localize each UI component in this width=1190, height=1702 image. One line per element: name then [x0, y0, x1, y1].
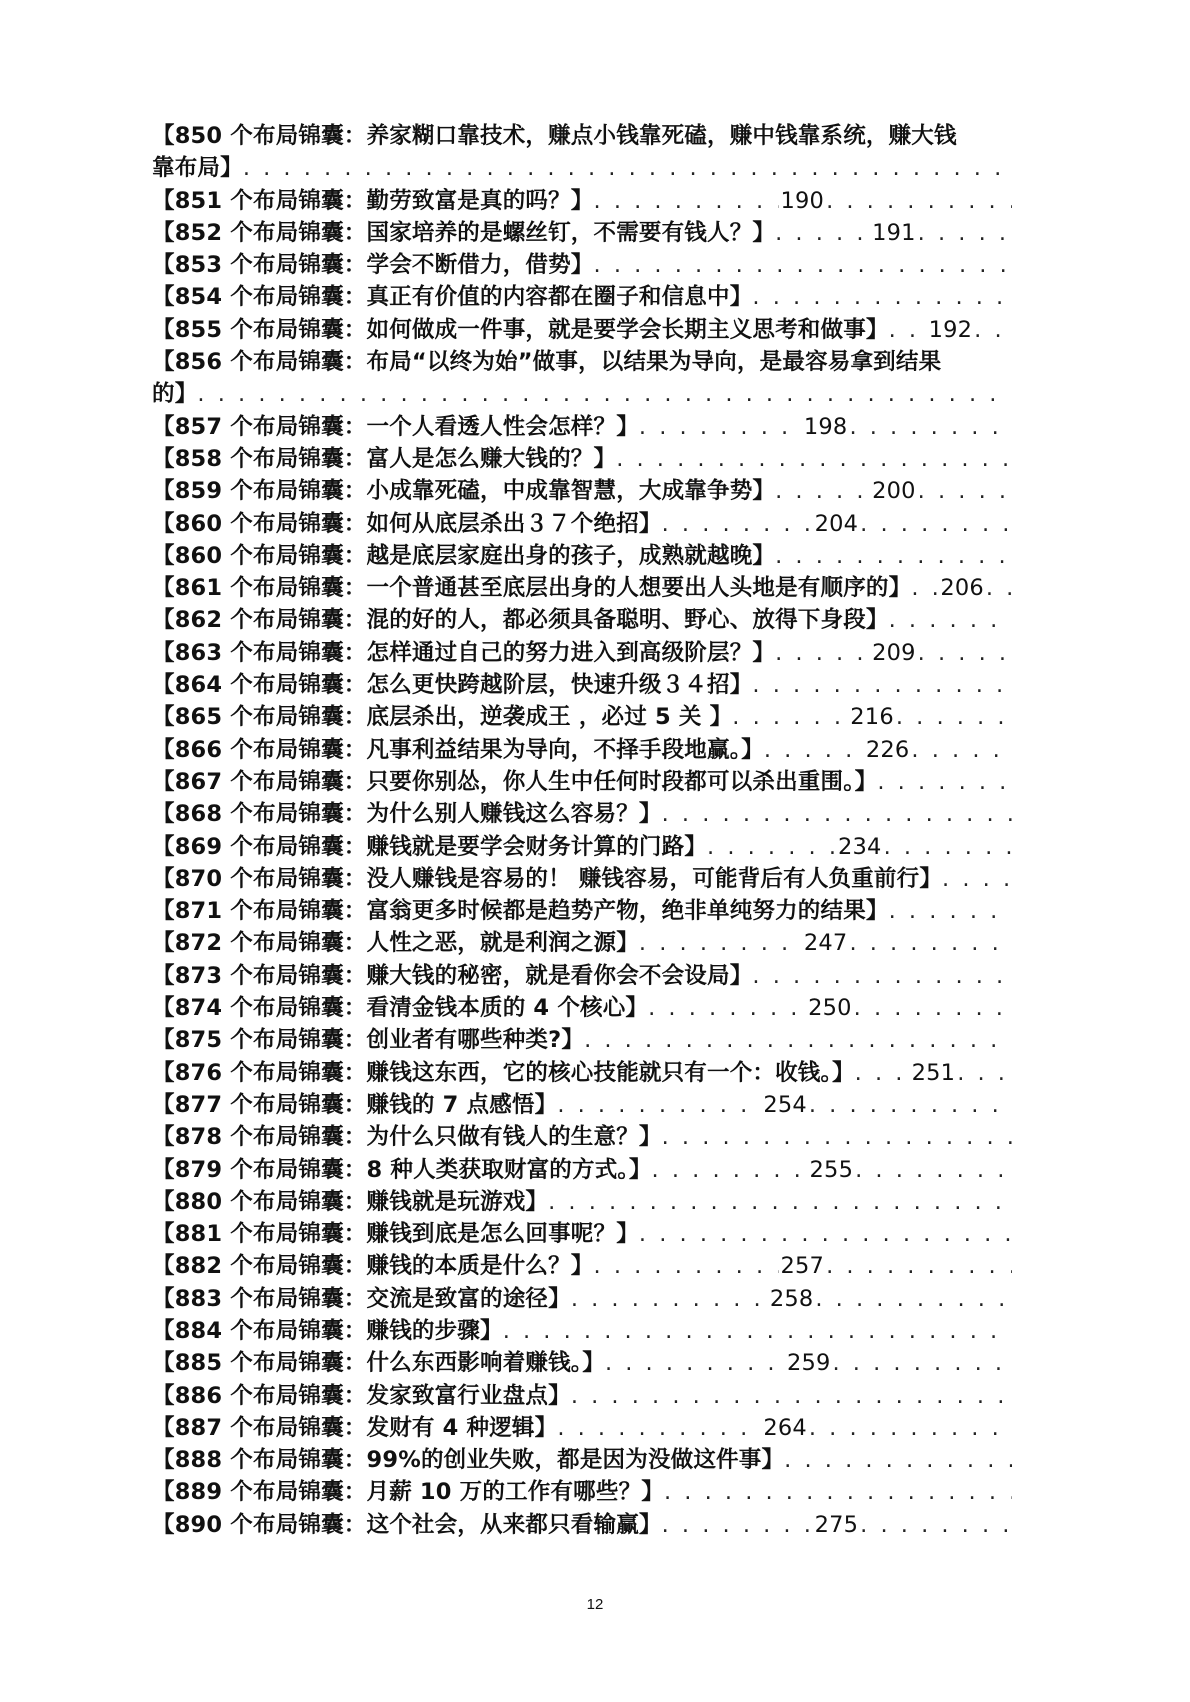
dot-leader [732, 701, 848, 733]
dot-leader [662, 508, 813, 540]
toc-entry[interactable] [152, 540, 1012, 572]
toc-entry-title: 【888 个布局锦囊：99%的创业失败，都是因为没做这件事】 [152, 1447, 785, 1474]
toc-entry[interactable] [152, 831, 1012, 863]
toc-entry-title: 【873 个布局锦囊：赚大钱的秘密，就是看你会不会设局】 [152, 962, 753, 989]
dot-leader [594, 249, 1012, 281]
toc-entry[interactable] [152, 1089, 1012, 1121]
toc-page-number: 200 [872, 478, 916, 505]
toc-entry-line [152, 992, 1012, 1024]
dot-leader [752, 281, 1012, 313]
toc-entry[interactable] [152, 701, 1012, 733]
dot-leader [860, 508, 1012, 540]
toc-page-number: 216 [850, 704, 894, 731]
toc-entry-line [152, 540, 1012, 572]
dot-leader [571, 1380, 1012, 1412]
toc-entry-line [152, 798, 1012, 830]
toc-entry-title: 【883 个布局锦囊：交流是致富的途径】 [152, 1285, 571, 1312]
dot-leader [752, 960, 1012, 992]
dot-leader [648, 992, 806, 1024]
toc-entry-title: 【875 个布局锦囊：创业者有哪些种类?】 [152, 1027, 585, 1054]
toc-entry-line [152, 927, 1012, 959]
toc-entry-line [152, 766, 1012, 798]
toc-entry-title: 【871 个布局锦囊：富翁更多时候都是趋势产物，绝非单纯努力的结果】 [152, 898, 889, 925]
toc-entry-line [152, 1412, 1012, 1444]
dot-leader [775, 540, 1012, 572]
toc-entry-title: 【867 个布局锦囊：只要你别怂，你人生中任何时段都可以杀出重围。】 [152, 768, 878, 795]
toc-page-number: 275 [814, 1511, 859, 1538]
toc-entry[interactable] [152, 411, 1012, 443]
toc-entry[interactable] [152, 734, 1012, 766]
dot-leader [503, 1315, 1012, 1347]
toc-entry[interactable] [152, 1154, 1012, 1186]
toc-entry[interactable] [152, 1509, 1012, 1541]
dot-leader [548, 1186, 1012, 1218]
dot-leader [855, 1057, 910, 1089]
toc-entry[interactable] [152, 669, 1012, 701]
toc-page-number: 258 [769, 1285, 814, 1312]
dot-leader [860, 1509, 1012, 1541]
dot-leader [854, 992, 1012, 1024]
toc-entry-line [152, 1347, 1012, 1379]
toc-entry-title: 【868 个布局锦囊：为什么别人赚钱这么容易？】 [152, 801, 662, 828]
toc-entry-line [152, 572, 1012, 604]
dot-leader [775, 637, 870, 669]
toc-entry[interactable] [152, 604, 1012, 636]
toc-entry-line [152, 152, 1012, 184]
toc-page-number: 191 [872, 219, 916, 246]
dot-leader [557, 1089, 761, 1121]
dot-leader [707, 831, 836, 863]
dot-leader [849, 927, 1012, 959]
toc-entry[interactable] [152, 798, 1012, 830]
toc-entry-title: 【862 个布局锦囊：混的好的人，都必须具备聪明、野心、放得下身段】 [152, 607, 889, 634]
toc-entry-line [152, 411, 1012, 443]
dot-leader [855, 1154, 1012, 1186]
toc-entry-title: 【889 个布局锦囊：月薪 10 万的工作有哪些？】 [152, 1479, 664, 1506]
dot-leader [911, 734, 1012, 766]
toc-page-number: 192 [928, 316, 973, 343]
toc-entry-title: 【854 个布局锦囊：真正有价值的内容都在圈子和信息中】 [152, 284, 753, 311]
toc-entry-line [152, 863, 1012, 895]
dot-leader [849, 411, 1012, 443]
toc-entry-line [152, 831, 1012, 863]
toc-entry-line [152, 1380, 1012, 1412]
toc-entry-title: 【870 个布局锦囊：没人赚钱是容易的！ 赚钱容易，可能背后有人负重前行】 [152, 865, 943, 892]
toc-entry-line [152, 1509, 1012, 1541]
dot-leader [652, 1154, 808, 1186]
toc-page-number: 204 [814, 510, 859, 537]
dot-leader [197, 378, 1012, 410]
toc-entry[interactable] [152, 1250, 1012, 1282]
dot-leader [815, 1283, 1012, 1315]
toc-entry-title: 【859 个布局锦囊：小成靠死磕，中成靠智慧，大成靠争势】 [152, 478, 776, 505]
toc-entry-line [152, 637, 1012, 669]
toc-entry-title: 【886 个布局锦囊：发家致富行业盘点】 [152, 1382, 571, 1409]
toc-entry-title: 【878 个布局锦囊：为什么只做有钱人的生意？】 [152, 1124, 662, 1151]
toc-page-number: 257 [780, 1253, 825, 1280]
dot-leader [243, 152, 1012, 184]
table-of-contents [152, 120, 1012, 1541]
toc-page-number: 226 [865, 736, 910, 763]
toc-entry-title: 【860 个布局锦囊：越是底层家庭出身的孩子，成熟就越晚】 [152, 542, 776, 569]
dot-leader [889, 604, 1012, 636]
toc-entry-title: 【865 个布局锦囊：底层杀出，逆袭成王 ，必过 5 关 】 [152, 704, 733, 731]
dot-leader [918, 637, 1012, 669]
toc-entry[interactable] [152, 346, 1012, 411]
toc-entry[interactable] [152, 766, 1012, 798]
toc-entry-line [152, 1089, 1012, 1121]
toc-page-number: 254 [763, 1091, 807, 1118]
toc-entry-line [152, 1186, 1012, 1218]
toc-entry[interactable] [152, 249, 1012, 281]
dot-leader [639, 1218, 1012, 1250]
dot-leader [809, 1412, 1012, 1444]
toc-entry[interactable] [152, 281, 1012, 313]
dot-leader [986, 572, 1012, 604]
toc-entry-title: 【876 个布局锦囊：赚钱这东西，它的核心技能就只有一个：收钱。】 [152, 1059, 855, 1086]
dot-leader [557, 1412, 761, 1444]
toc-entry-title: 靠布局】 [152, 155, 243, 182]
toc-entry-line [152, 1121, 1012, 1153]
toc-entry[interactable] [152, 1315, 1012, 1347]
toc-entry-title: 【874 个布局锦囊：看清金钱本质的 4 个核心】 [152, 995, 649, 1022]
toc-entry-title: 【879 个布局锦囊：8 种人类获取财富的方式。】 [152, 1156, 652, 1183]
toc-entry[interactable] [152, 1347, 1012, 1379]
toc-entry-title: 【858 个布局锦囊：富人是怎么赚大钱的？】 [152, 445, 617, 472]
toc-entry-line [152, 249, 1012, 281]
toc-entry-title: 【855 个布局锦囊：如何做成一件事，就是要学会长期主义思考和做事】 [152, 316, 889, 343]
toc-entry-line [152, 508, 1012, 540]
toc-entry-line [152, 960, 1012, 992]
toc-entry-title: 【880 个布局锦囊：赚钱就是玩游戏】 [152, 1188, 549, 1215]
toc-entry[interactable] [152, 572, 1012, 604]
toc-page-number: 264 [763, 1414, 807, 1441]
toc-entry-line [152, 1315, 1012, 1347]
toc-entry[interactable] [152, 960, 1012, 992]
page-number: 12 [586, 1596, 604, 1613]
dot-leader [662, 798, 1012, 830]
dot-leader [664, 1476, 1012, 1508]
toc-entry-line [152, 443, 1012, 475]
toc-entry-line [152, 314, 1012, 346]
toc-entry[interactable] [152, 1283, 1012, 1315]
toc-entry-title: 【860 个布局锦囊：如何从底层杀出３７个绝招】 [152, 510, 662, 537]
toc-entry[interactable] [152, 1057, 1012, 1089]
dot-leader [662, 1509, 813, 1541]
toc-entry-line [152, 604, 1012, 636]
dot-leader [889, 314, 927, 346]
toc-entry-title: 【884 个布局锦囊：赚钱的步骤】 [152, 1317, 503, 1344]
toc-entry-line [152, 1057, 1012, 1089]
dot-leader [752, 669, 1012, 701]
dot-leader [639, 411, 802, 443]
toc-entry[interactable] [152, 120, 1012, 185]
toc-entry[interactable] [152, 1476, 1012, 1508]
toc-entry[interactable] [152, 1380, 1012, 1412]
toc-page-number: 209 [872, 639, 916, 666]
toc-entry-line [152, 701, 1012, 733]
dot-leader [896, 701, 1012, 733]
dot-leader [584, 1024, 1012, 1056]
dot-leader [889, 895, 1012, 927]
toc-entry-line [152, 1444, 1012, 1476]
toc-entry-title: 【887 个布局锦囊：发财有 4 种逻辑】 [152, 1414, 558, 1441]
dot-leader [826, 185, 1012, 217]
dot-leader [571, 1283, 768, 1315]
toc-entry-line [152, 1283, 1012, 1315]
toc-entry-title: 【872 个布局锦囊：人性之恶，就是利润之源】 [152, 930, 639, 957]
toc-entry[interactable] [152, 1024, 1012, 1056]
toc-entry-line [152, 1476, 1012, 1508]
toc-entry[interactable] [152, 217, 1012, 249]
toc-entry-title: 【864 个布局锦囊：怎么更快跨越阶层，快速升级３４招】 [152, 672, 753, 699]
toc-entry-line [152, 1024, 1012, 1056]
dot-leader [594, 1250, 779, 1282]
dot-leader [662, 1121, 1012, 1153]
toc-entry[interactable] [152, 443, 1012, 475]
toc-entry-line [152, 895, 1012, 927]
toc-entry-title: 【861 个布局锦囊：一个普通甚至底层出身的人想要出人头地是有顺序的】 [152, 575, 912, 602]
dot-leader [775, 475, 870, 507]
toc-entry-line [152, 217, 1012, 249]
toc-entry-line [152, 120, 1012, 152]
toc-entry-line [152, 734, 1012, 766]
toc-entry-title: 【869 个布局锦囊：赚钱就是要学会财务计算的门路】 [152, 833, 708, 860]
toc-entry-title: 【851 个布局锦囊：勤劳致富是真的吗？】 [152, 187, 594, 214]
dot-leader [764, 734, 864, 766]
toc-entry[interactable] [152, 314, 1012, 346]
toc-entry-line [152, 1250, 1012, 1282]
dot-leader [918, 475, 1012, 507]
dot-leader [918, 217, 1012, 249]
toc-entry[interactable] [152, 927, 1012, 959]
dot-leader [942, 863, 1012, 895]
toc-entry-title: 【877 个布局锦囊：赚钱的 7 点感悟】 [152, 1091, 558, 1118]
toc-page-number: 247 [803, 930, 848, 957]
toc-entry-line [152, 1154, 1012, 1186]
toc-entry[interactable] [152, 508, 1012, 540]
toc-entry-title: 【881 个布局锦囊：赚钱到底是怎么回事呢？】 [152, 1221, 639, 1248]
toc-entry[interactable] [152, 475, 1012, 507]
toc-page-number: 234 [838, 833, 882, 860]
toc-entry[interactable] [152, 637, 1012, 669]
dot-leader [833, 1347, 1013, 1379]
toc-entry[interactable] [152, 1412, 1012, 1444]
dot-leader [616, 443, 1012, 475]
dot-leader [809, 1089, 1012, 1121]
toc-page-number: 250 [808, 995, 852, 1022]
toc-entry-title: 【852 个布局锦囊：国家培养的是螺丝钉，不需要有钱人？】 [152, 219, 776, 246]
toc-entry[interactable] [152, 895, 1012, 927]
toc-entry[interactable] [152, 863, 1012, 895]
dot-leader [957, 1057, 1012, 1089]
toc-entry-line [152, 669, 1012, 701]
dot-leader [974, 314, 1012, 346]
toc-entry[interactable] [152, 1444, 1012, 1476]
dot-leader [639, 927, 802, 959]
toc-entry-line [152, 1218, 1012, 1250]
toc-entry-title: 【850 个布局锦囊：养家糊口靠技术，赚点小钱靠死磕，赚中钱靠系统，赚大钱 [152, 123, 957, 149]
toc-entry-line [152, 475, 1012, 507]
toc-page-number: 198 [803, 413, 848, 440]
toc-entry[interactable] [152, 992, 1012, 1024]
toc-page-number: 190 [780, 187, 825, 214]
dot-leader [884, 831, 1012, 863]
dot-leader [826, 1250, 1012, 1282]
toc-entry-line [152, 185, 1012, 217]
toc-entry[interactable] [152, 1186, 1012, 1218]
toc-entry-title: 【856 个布局锦囊：布局“以终为始”做事，以结果为导向，是最容易拿到结果 [152, 349, 942, 376]
toc-entry-title: 【853 个布局锦囊：学会不断借力，借势】 [152, 252, 594, 279]
toc-entry-line [152, 281, 1012, 313]
toc-page-number: 255 [809, 1156, 854, 1183]
toc-entry-title: 【890 个布局锦囊：这个社会，从来都只看输赢】 [152, 1511, 662, 1538]
dot-leader [775, 217, 870, 249]
toc-entry[interactable] [152, 185, 1012, 217]
toc-entry-line [152, 346, 1012, 378]
toc-entry-title: 【885 个布局锦囊：什么东西影响着赚钱。】 [152, 1350, 605, 1377]
toc-entry-line [152, 378, 1012, 410]
toc-page-number: 259 [786, 1350, 831, 1377]
dot-leader [911, 572, 938, 604]
toc-page-number: 251 [911, 1059, 956, 1086]
toc-entry[interactable] [152, 1218, 1012, 1250]
toc-entry-title: 【866 个布局锦囊：凡事利益结果为导向，不择手段地赢。】 [152, 736, 764, 763]
dot-leader [605, 1347, 785, 1379]
toc-entry[interactable] [152, 1121, 1012, 1153]
toc-page-number: 206 [940, 575, 984, 602]
toc-entry-title: 的】 [152, 381, 198, 408]
toc-entry-title: 【882 个布局锦囊：赚钱的本质是什么？】 [152, 1253, 594, 1280]
dot-leader [877, 766, 1012, 798]
dot-leader [784, 1444, 1012, 1476]
dot-leader [594, 185, 779, 217]
toc-entry-title: 【857 个布局锦囊：一个人看透人性会怎样？】 [152, 413, 639, 440]
toc-entry-title: 【863 个布局锦囊：怎样通过自己的努力进入到高级阶层？】 [152, 639, 776, 666]
